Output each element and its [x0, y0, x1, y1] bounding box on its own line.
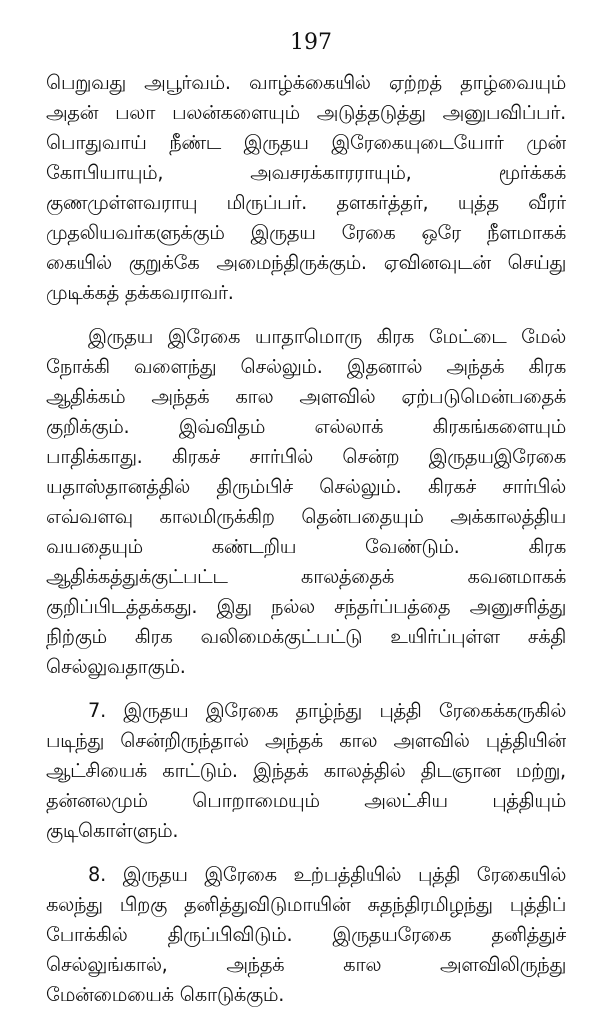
text-line: குணமுள்ளவராயு மிருப்பர். தளகர்த்தர், யுத்த வீரர் [46, 191, 566, 214]
text-line: கையில் குறுக்கே அமைந்திருக்கும். ஏவினவுடன் செய்து [46, 251, 566, 274]
text-line: முடிக்கத் தக்கவராவர். [46, 281, 234, 304]
text-line: செல்லுவதாகும். [46, 655, 186, 678]
text-line: முதலியவர்களுக்கும் இருதய ரேகை ஒரே நீளமாகக் [46, 221, 566, 244]
text-line: ஆட்சியைக் காட்டும். இந்தக் காலத்தில் திடஞான மற்று, [46, 759, 566, 782]
text-line: வயதையும் கண்டறிய வேண்டும். கிரக [46, 535, 566, 558]
paragraph-2 [46, 322, 566, 682]
text-line: பாதிக்காது. கிரகச் சார்பில் சென்ற இருதயஇரேகை [46, 445, 566, 468]
text-line: பொதுவாய் நீண்ட இருதய இரேகையுடையோர் முன் [46, 131, 566, 154]
text-line: தன்னலமும் பொறாமையும் அலட்சிய புத்தியும் [46, 789, 566, 812]
paragraph-4 [46, 860, 566, 1010]
paragraph-3 [46, 696, 566, 846]
text-line: 7. இருதய இரேகை தாழ்ந்து புத்தி ரேகைக்கருகில் [88, 699, 566, 722]
text-line: பெறுவது அபூர்வம். வாழ்க்கையில் ஏற்றத் தாழ்வையும் [46, 71, 566, 94]
text-line: படிந்து சென்றிருந்தால் அந்தக் கால அளவில் புத்தியின் [46, 729, 566, 752]
text-line: அதன் பலா பலன்களையும் அடுத்தடுத்து அனுபவிப்பர். [46, 101, 566, 124]
text-line: இருதய இரேகை யாதாமொரு கிரக மேட்டை மேல் [88, 325, 566, 348]
text-line: 8. இருதய இரேகை உற்பத்தியில் புத்தி ரேகையில் [88, 863, 566, 886]
text-line: ஆதிக்கத்துக்குட்பட்ட காலத்தைக் கவனமாகக் [46, 565, 566, 588]
text-line: குறிக்கும். இவ்விதம் எல்லாக் கிரகங்களையும் [46, 415, 566, 438]
text-line: ஆதிக்கம் அந்தக் கால அளவில் ஏற்படுமென்பதைக் [46, 385, 566, 408]
text-line: குறிப்பிடத்தக்கது. இது நல்ல சந்தர்ப்பத்தை அனுசரித்து [46, 595, 566, 618]
text-line: குடிகொள்ளும். [46, 819, 179, 842]
paragraph-1 [46, 68, 566, 308]
text-line: யதாஸ்தானத்தில் திரும்பிச் செல்லும். கிரகச் சார்பில் [46, 475, 566, 498]
text-line: மேன்மையைக் கொடுக்கும். [46, 983, 285, 1006]
text-line: எவ்வளவு காலமிருக்கிற தென்பதையும் அக்காலத்திய [46, 505, 566, 528]
text-line: நிற்கும் கிரக வலிமைக்குட்பட்டு உயிர்ப்புள்ள சக்தி [46, 625, 566, 648]
text-line: போக்கில் திருப்பிவிடும். இருதயரேகை தனித்துச் [46, 923, 566, 946]
text-line: செல்லுங்கால், அந்தக் கால அளவிலிருந்து [46, 953, 566, 976]
text-line: நோக்கி வளைந்து செல்லும். இதனால் அந்தக் கிரக [46, 355, 566, 378]
text-line: கோபியாயும், அவசரக்காரராயும், மூர்க்கக் [46, 161, 566, 184]
page-number: 197 [290, 30, 332, 55]
text-line: கலந்து பிறகு தனித்துவிடுமாயின் சுதந்திரமிழந்து புத்திப் [46, 893, 566, 916]
